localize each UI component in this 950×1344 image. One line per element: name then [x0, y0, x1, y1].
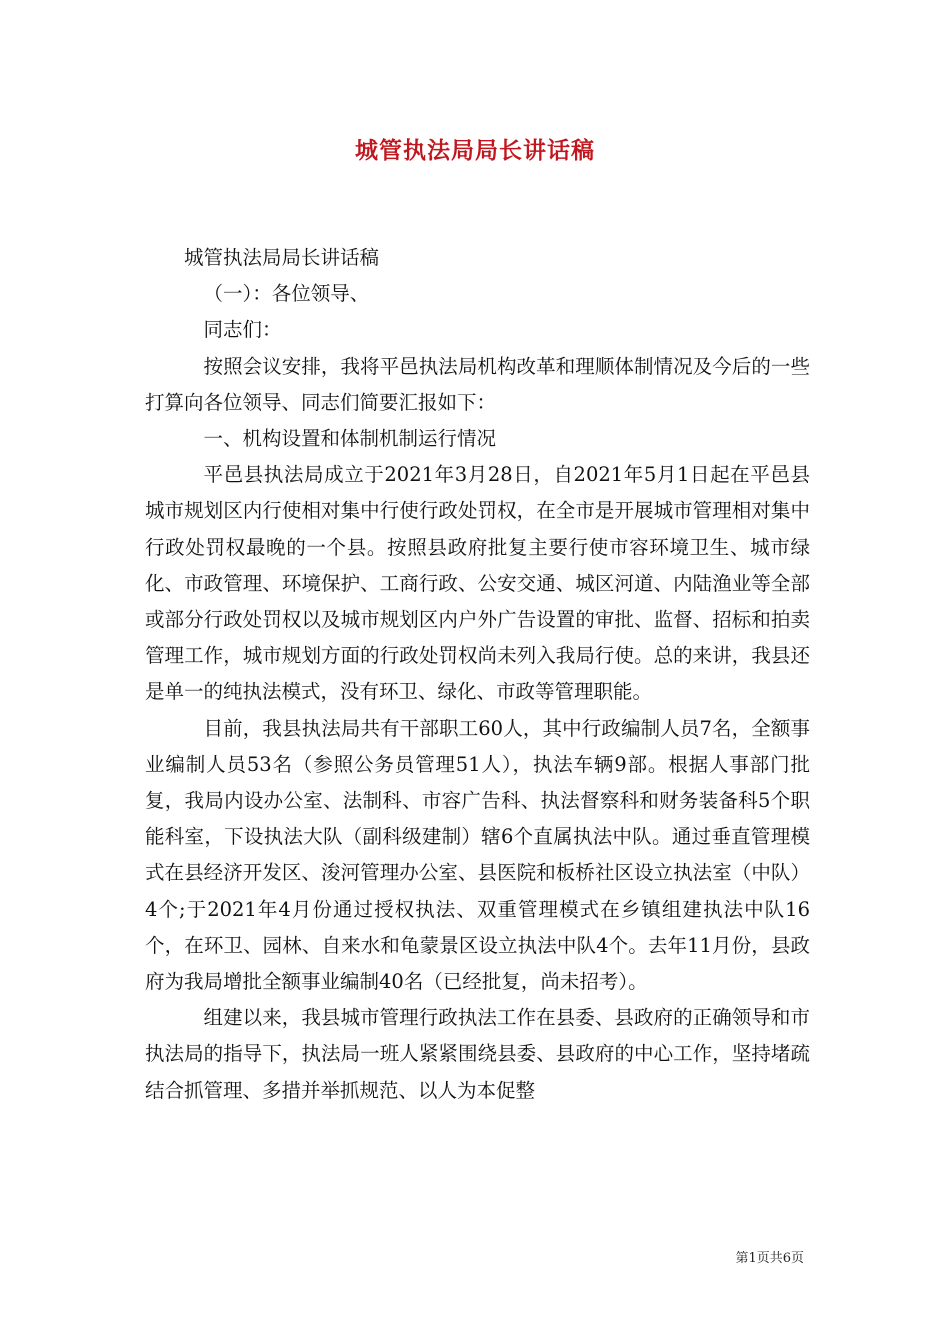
body-paragraph: 按照会议安排，我将平邑执法局机构改革和理顺体制情况及今后的一些打算向各位领导、同志们简要汇报如下： — [145, 354, 810, 414]
section-heading: 一、机构设置和体制机制运行情况 — [203, 427, 497, 451]
body-paragraph: 目前，我县执法局共有干部职工60人，其中行政编制人员7名，全额事业编制人员53名（参照公务员管理51人），执法车辆9部。根据人事部门批复，我局内设办公室、法制科、市容广告科、执法督察科和财务装备科5个职能科室，下设执法大队（副科级建制）辖6个直属执法中队。通过垂直管理模式在县经济开发区、浚河管理办公室、县医院和板桥社区设立执法室（中队）4个;于2021年4月份通过授权执法、双重管理模式在乡镇组建执法中队16个，在环卫、园林、自来水和龟蒙景区设立执法中队4个。去年11月份，县政府为我局增批全额事业编制40名（已经批复，尚未招考）。 — [145, 716, 810, 994]
body-paragraph: 组建以来，我县城市管理行政执法工作在县委、县政府的正确领导和市执法局的指导下，执法局一班人紧紧围绕县委、县政府的中心工作，坚持堵疏结合抓管理、多措并举抓规范、以人为本促整 — [145, 1006, 810, 1102]
document-body — [145, 240, 810, 1109]
salutation-paragraph: 同志们： — [203, 318, 282, 342]
body-paragraph: 平邑县执法局成立于2021年3月28日，自2021年5月1日起在平邑县城市规划区内行使相对集中行使行政处罚权，在全市是开展城市管理相对集中行政处罚权最晚的一个县。按照县政府批复主要行使市容环境卫生、城市绿化、市政管理、环境保护、工商行政、公安交通、城区河道、内陆渔业等全部或部分行政处罚权以及城市规划区内户外广告设置的审批、监督、招标和拍卖管理工作，城市规划方面的行政处罚权尚未列入我局行使。总的来讲，我县还是单一的纯执法模式，没有环卫、绿化、市政等管理职能。 — [145, 463, 810, 704]
page-title: 城管执法局局长讲话稿 — [355, 137, 595, 164]
subtitle-paragraph: 城管执法局局长讲话稿 — [184, 246, 380, 269]
page-number: 第1页共6页 — [735, 1251, 804, 1266]
salutation-paragraph: （一）：各位领导、 — [203, 282, 370, 306]
